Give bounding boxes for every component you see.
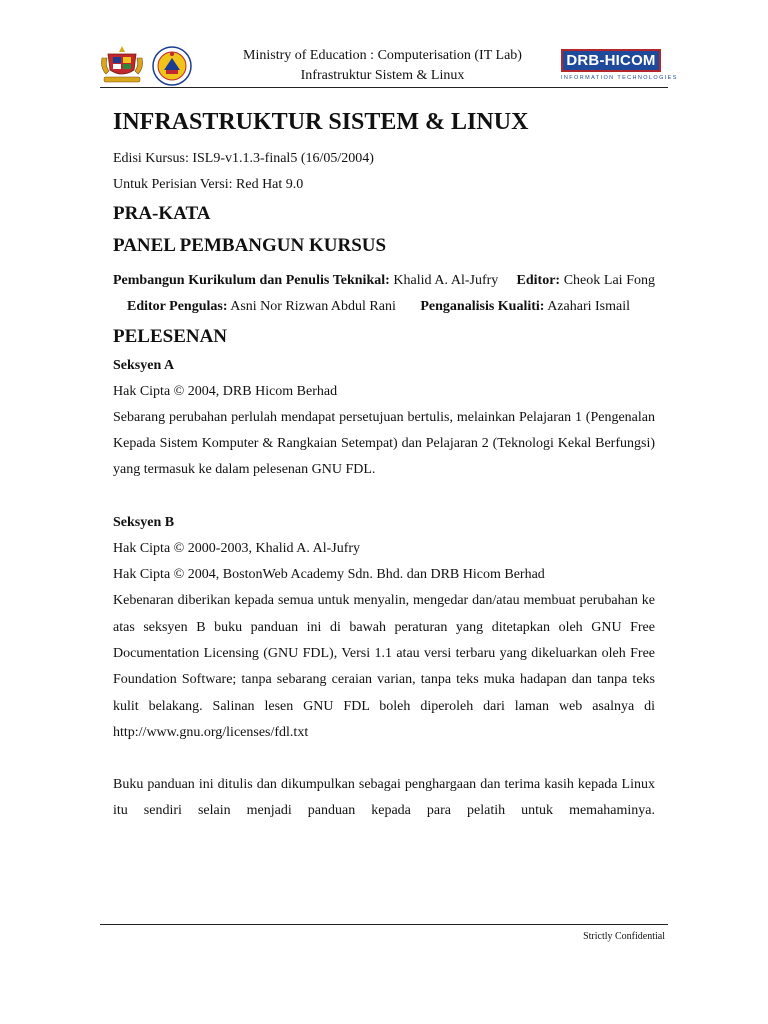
drb-hicom-logo — [561, 49, 678, 83]
document-title: INFRASTRUKTUR SISTEM & LINUX — [113, 109, 529, 135]
moe-emblem-icon — [153, 47, 191, 85]
seksyen-a-body: Sebarang perubahan perlulah mendapat persetujuan bertulis, melainkan Pelajaran 1 (Pengenalan Kepada Sistem Komputer & Rangkaian Setempat) dan Pelajaran 2 (Teknologi Kekal Berfungsi) yang termasuk ke dalam pelesenan GNU FDL. — [113, 409, 655, 478]
coat-of-arms-icon — [100, 44, 196, 90]
quality-label: Penganalisis Kualiti: — [420, 299, 545, 315]
document-body — [113, 104, 655, 825]
seksyen-b-copyright-1: Hak Cipta © 2000-2003, Khalid A. Al-Jufry — [113, 540, 361, 556]
seksyen-b-copyright-2: Hak Cipta © 2004, BostonWeb Academy Sdn. Bhd. dan DRB Hicom Berhad — [113, 567, 545, 583]
pelesenan-heading: PELESENAN — [113, 325, 228, 347]
review-editor-name: Asni Nor Rizwan Abdul Rani — [230, 299, 396, 315]
confidentiality-label: Strictly Confidential — [583, 931, 665, 942]
header-course-line: Infrastruktur Sistem & Linux — [300, 68, 465, 83]
section-spacer — [113, 484, 655, 510]
header-ministry-line: Ministry of Education : Computerisation (IT Lab) — [243, 48, 522, 63]
credits-paragraph — [113, 268, 655, 321]
editor-label: Editor: — [516, 273, 561, 288]
seksyen-b-heading: Seksyen B — [113, 514, 175, 530]
page-header-text — [210, 46, 555, 86]
government-logos — [100, 44, 196, 90]
developer-name: Khalid A. Al-Jufry — [393, 273, 499, 288]
quality-name: Azahari Ismail — [547, 299, 630, 315]
review-editor-label: Editor Pengulas: — [127, 299, 228, 315]
course-edition: Edisi Kursus: ISL9-v1.1.3-final5 (16/05/2004) — [113, 151, 374, 166]
seksyen-a-heading: Seksyen A — [113, 357, 175, 373]
seksyen-a-copyright: Hak Cipta © 2004, DRB Hicom Berhad — [113, 383, 338, 399]
section-spacer — [113, 746, 655, 772]
software-version: Untuk Perisian Versi: Red Hat 9.0 — [113, 177, 304, 192]
seksyen-b-body: Kebenaran diberikan kepada semua untuk menyalin, mengedar dan/atau membuat perubahan ke atas seksyen B buku panduan ini di bawah peraturan yang ditetapkan oleh GNU Free Documentation Licensing (GNU FDL), Versi 1.1 atau versi terbaru yang dikeluarkan oleh Free Foundation Software; tanpa sebarang ceraian varian, tanpa teks muka hadapan dan tanpa teks kulit belakang. Salinan lesen GNU FDL boleh diperoleh dari laman web asalnya di http://www.gnu.org/licenses/fdl.txt — [113, 593, 655, 740]
developer-label: Pembangun Kurikulum dan Penulis Teknikal: — [113, 273, 390, 288]
header-divider — [100, 87, 668, 88]
closing-paragraph: Buku panduan ini ditulis dan dikumpulkan sebagai penghargaan dan terima kasih kepada Linux itu sendiri selain menjadi panduan kepada para pelatih untuk memahaminya. — [113, 777, 655, 819]
drb-hicom-wordmark: DRB-HICOM — [561, 49, 661, 72]
panel-heading: PANEL PEMBANGUN KURSUS — [113, 235, 387, 256]
document-meta — [113, 146, 655, 198]
prakata-heading: PRA-KATA — [113, 203, 211, 224]
malaysia-crest-icon — [102, 46, 143, 82]
footer-divider — [100, 924, 668, 925]
drb-hicom-tagline: INFORMATION TECHNOLOGIES — [561, 75, 678, 81]
editor-name: Cheok Lai Fong — [563, 273, 655, 288]
